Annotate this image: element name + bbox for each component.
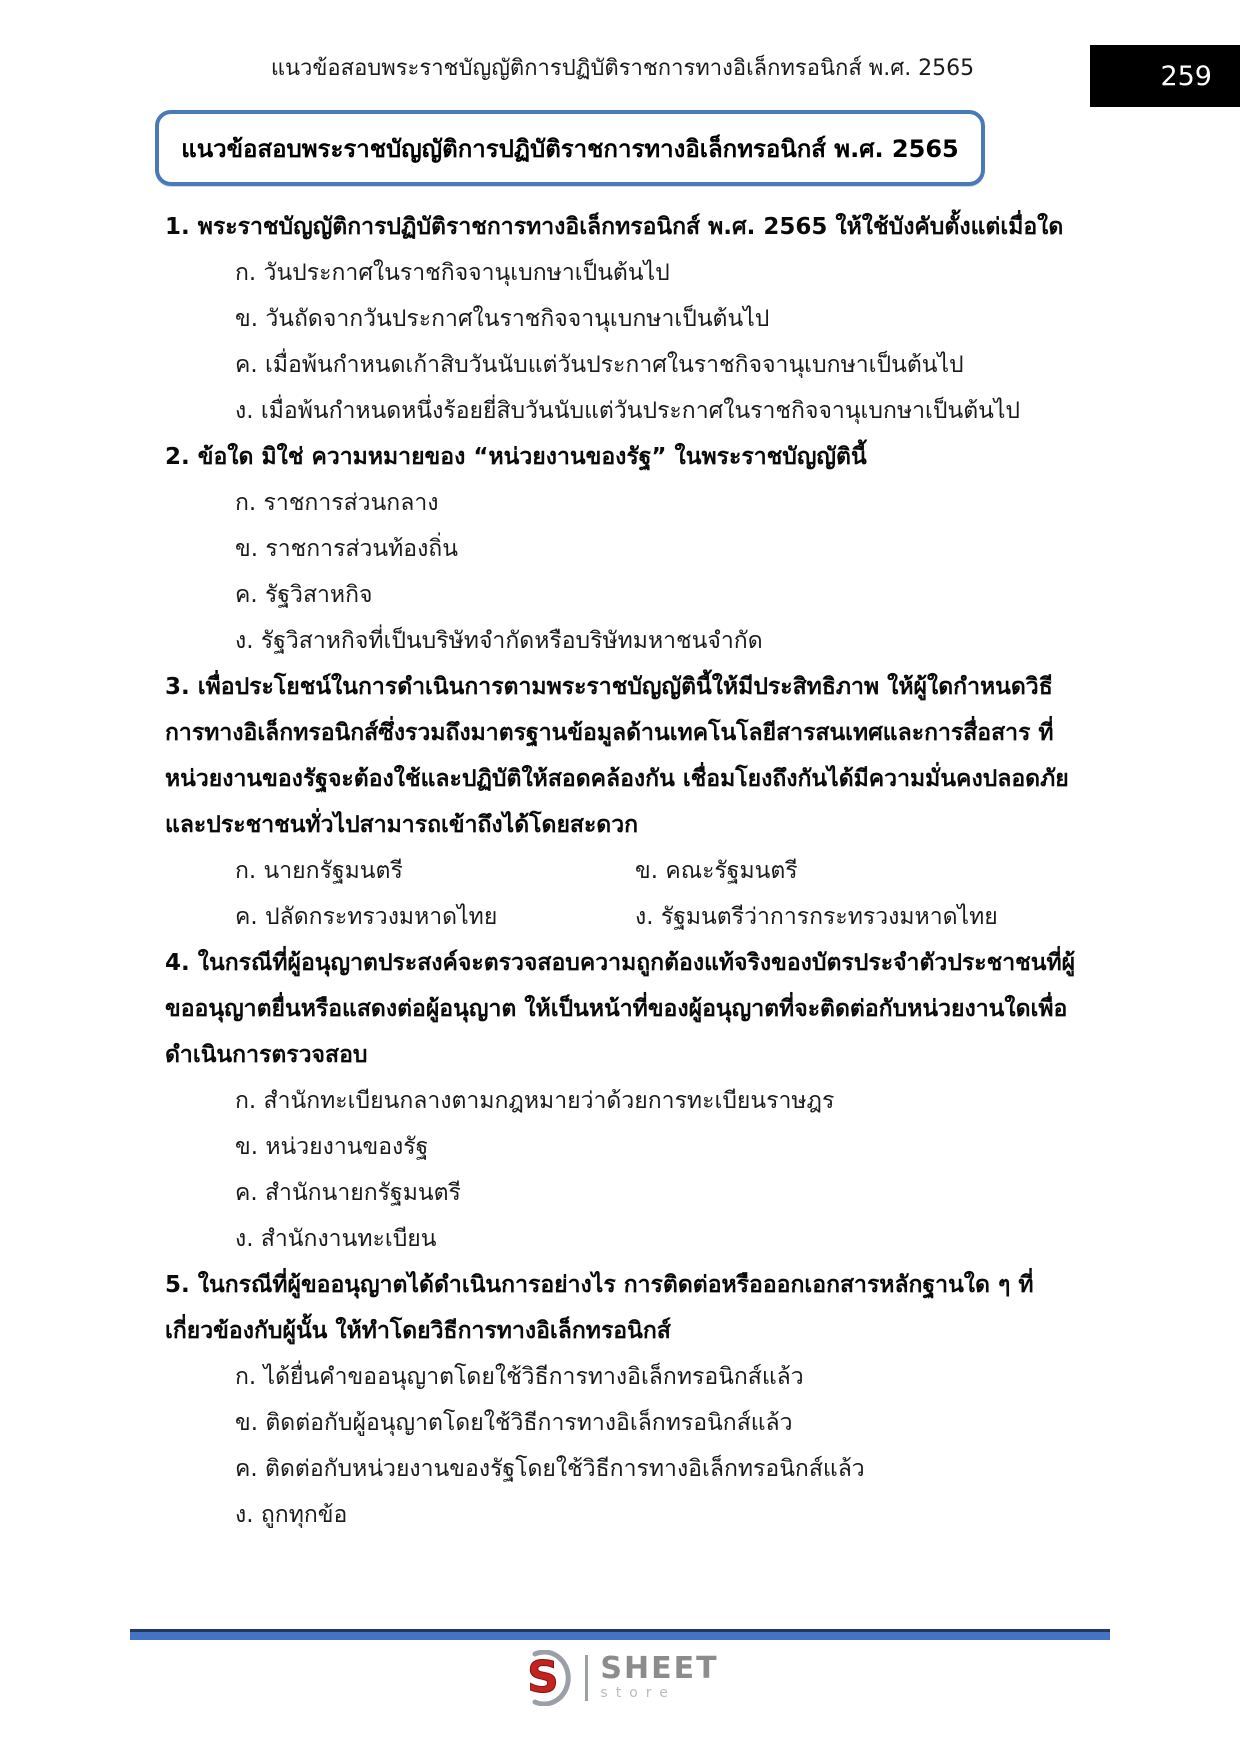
question-text: 1. พระราชบัญญัติการปฏิบัติราชการทางอิเล็กทรอนิกส์ พ.ศ. 2565 ให้ใช้บังคับตั้งแต่เมื่อใด [165, 214, 1064, 240]
option-item: ง. เมื่อพ้นกำหนดหนึ่งร้อยยี่สิบวันนับแต่วันประกาศในราชกิจจานุเบกษาเป็นต้นไป [235, 398, 1021, 424]
page-number-badge [1090, 45, 1240, 107]
option-item: ก. ราชการส่วนกลาง [235, 490, 439, 516]
options-list [165, 1354, 1080, 1538]
option-item: ค. เมื่อพ้นกำหนดเก้าสิบวันนับแต่วันประกาศในราชกิจจานุเบกษาเป็นต้นไป [235, 352, 964, 378]
option-item: ค. สำนักนายกรัฐมนตรี [235, 1180, 461, 1206]
option-item: ข. คณะรัฐมนตรี [635, 858, 798, 884]
option-item: ค. ติดต่อกับหน่วยงานของรัฐโดยใช้วิธีการทางอิเล็กทรอนิกส์แล้ว [235, 1456, 865, 1482]
logo-title: SHEET [600, 1651, 719, 1686]
question-block [165, 434, 1080, 664]
option-item: ก. ได้ยื่นคำขออนุญาตโดยใช้วิธีการทางอิเล็กทรอนิกส์แล้ว [235, 1364, 804, 1390]
options-list [165, 480, 1080, 664]
options-list [165, 848, 1080, 940]
option-item: ค. ปลัดกระทรวงมหาดไทย [235, 904, 498, 930]
option-item: ข. ราชการส่วนท้องถิ่น [235, 536, 458, 562]
option-item: ง. รัฐมนตรีว่าการกระทรวงมหาดไทย [635, 904, 998, 930]
option-item: ง. สำนักงานทะเบียน [235, 1226, 437, 1252]
svg-text:S: S [527, 1652, 560, 1703]
exam-title-box [155, 110, 985, 186]
logo-subtitle: store [600, 1685, 676, 1701]
question-block [165, 940, 1080, 1262]
options-list [165, 1078, 1080, 1262]
sheet-store-logo-icon [521, 1650, 573, 1706]
footer-divider [130, 1629, 1110, 1640]
option-item: ข. หน่วยงานของรัฐ [235, 1134, 429, 1160]
option-item: ข. ติดต่อกับผู้อนุญาตโดยใช้วิธีการทางอิเล็กทรอนิกส์แล้ว [235, 1410, 793, 1436]
page-number: 259 [1160, 60, 1212, 92]
options-list [165, 250, 1080, 434]
question-text: 4. ในกรณีที่ผู้อนุญาตประสงค์จะตรวจสอบความถูกต้องแท้จริงของบัตรประจำตัวประชาชนที่ผู้ขออนุญาตยื่นหรือแสดงต่อผู้อนุญาต ให้เป็นหน้าที่ของผู้อนุญาตที่จะติดต่อกับหน่วยงานใดเพื่อดำเนินการตรวจสอบ [165, 950, 1076, 1068]
option-item: ก. วันประกาศในราชกิจจานุเบกษาเป็นต้นไป [235, 260, 670, 286]
question-text: 3. เพื่อประโยชน์ในการดำเนินการตามพระราชบัญญัตินี้ให้มีประสิทธิภาพ ให้ผู้ใดกำหนดวิธีการทางอิเล็กทรอนิกส์ซึ่งรวมถึงมาตรฐานข้อมูลด้านเทคโนโลยีสารสนเทศและการสื่อสาร ที่หน่วยงานของรัฐจะต้องใช้และปฏิบัติให้สอดคล้องกัน เชื่อมโยงถึงกันได้มีความมั่นคงปลอดภัย และประชาชนทั่วไปสามารถเข้าถึงได้โดยสะดวก [165, 674, 1069, 838]
option-item: ข. วันถัดจากวันประกาศในราชกิจจานุเบกษาเป็นต้นไป [235, 306, 770, 332]
question-block [165, 204, 1080, 434]
question-block [165, 664, 1080, 940]
questions [165, 204, 1080, 1538]
question-text: 2. ข้อใด มิใช่ ความหมายของ “หน่วยงานของรัฐ” ในพระราชบัญญัตินี้ [165, 444, 867, 470]
sheet-store-logo [0, 1650, 1240, 1706]
option-item: ก. นายกรัฐมนตรี [235, 858, 403, 884]
question-block [165, 1262, 1080, 1538]
option-item: ง. ถูกทุกข้อ [235, 1502, 348, 1528]
exam-title: แนวข้อสอบพระราชบัญญัติการปฏิบัติราชการทางอิเล็กทรอนิกส์ พ.ศ. 2565 [181, 134, 959, 163]
option-item: ง. รัฐวิสาหกิจที่เป็นบริษัทจำกัดหรือบริษัทมหาชนจำกัด [235, 628, 763, 654]
running-head: แนวข้อสอบพระราชบัญญัติการปฏิบัติราชการทางอิเล็กทรอนิกส์ พ.ศ. 2565 [270, 56, 975, 81]
logo-divider [585, 1655, 588, 1701]
option-item: ค. รัฐวิสาหกิจ [235, 582, 373, 608]
logo-text [600, 1651, 719, 1702]
option-item: ก. สำนักทะเบียนกลางตามกฎหมายว่าด้วยการทะเบียนราษฎร [235, 1088, 835, 1114]
question-text: 5. ในกรณีที่ผู้ขออนุญาตได้ดำเนินการอย่างไร การติดต่อหรือออกเอกสารหลักฐานใด ๆ ที่เกี่ยวข้องกับผู้นั้น ให้ทำโดยวิธีการทางอิเล็กทรอนิกส์ [165, 1272, 1034, 1344]
